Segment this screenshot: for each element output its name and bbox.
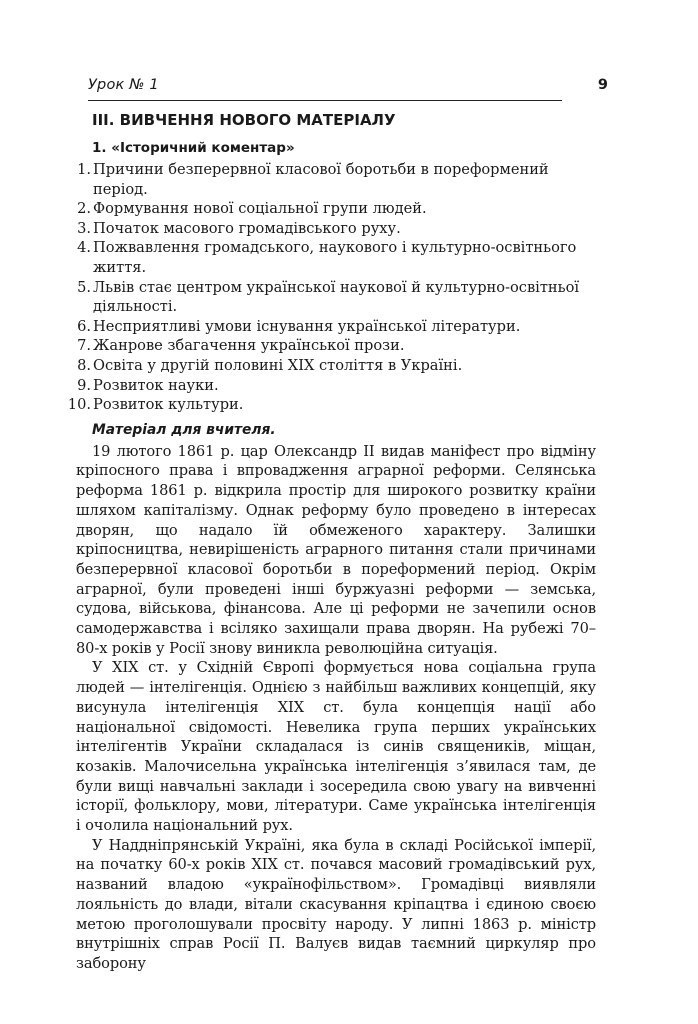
subsection-title: 1. «Історичний коментар»	[92, 140, 295, 156]
header-divider	[88, 100, 562, 101]
section-title: ІІІ. ВИВЧЕННЯ НОВОГО МАТЕРІАЛУ	[92, 111, 396, 129]
list-item: 4. Пожвавлення громадського, наукового і культурно-освітнього життя.	[77, 239, 577, 276]
list-item: 10. Розвиток культури.	[67, 396, 244, 414]
body-paragraph: 19 лютого 1861 р. цар Олександр ІІ видав маніфест про відміну кріпосного права і впровадження аграрної реформи. Селянська реформа 1861 р. відкрила простір для широкого розвитку країни шляхом капіталізму. Однак реформу було проведено в інтересах дворян, що надало їй обмеженого характеру. Залишки кріпосництва, невирішеність аграрного питання стали причинами безперервної класової боротьби в пореформений період. Окрім аграрної, були проведені інші буржуазні реформи — земська, судова, військова, фінансова. Але ці реформи не зачепили основ самодержавства і всіляко захищали права дворян. На рубежі 70–80-х років у Росії знову виникла революційна ситуація.	[76, 442, 596, 657]
page-number: 9	[597, 77, 608, 93]
page-content	[67, 108, 596, 974]
lesson-plan-list	[67, 160, 596, 415]
lesson-label: Урок № 1	[88, 77, 159, 93]
list-item: 2. Формування нової соціальної групи людей.	[77, 200, 427, 218]
list-item: 1. Причини безперервної класової боротьби в пореформений період.	[77, 161, 549, 198]
page-header	[88, 77, 608, 101]
body-paragraph: У Наддніпрянській Україні, яка була в складі Російської імперії, на початку 60-х років XIX ст. почався масовий громадівський рух, названий владою «українофільством». Громадівці виявляли лояльність до влади, вітали скасування кріпацтва і єдиною своєю метою проголошували просвіту народу. У липні 1863 р. міністр внутрішніх справ Росії П. Валуєв видав таємний циркуляр про заборону	[76, 836, 596, 972]
body-paragraph: У XIX ст. у Східній Європі формується нова соціальна група людей — інтелігенція. Однією з найбільш важливих концепцій, яку висунула інтелігенція XIX ст. була концепція нації або національної свідомості. Невелика група перших українських інтелігентів України складалася із синів священиків, міщан, козаків. Малочисельна українська інтелігенція з’явилася там, де були вищі навчальні заклади і зосередила свою увагу на вивченні історії, фольклору, мови, літератури. Саме українська інтелігенція і очолила національний рух.	[76, 659, 596, 835]
list-item: 8. Освіта у другій половині XIX століття в Україні.	[77, 356, 463, 374]
list-item: 3. Початок масового громадівського руху.	[77, 219, 401, 237]
list-item: 6. Несприятливі умови існування української літератури.	[77, 317, 521, 335]
list-item: 7. Жанрове збагачення української прози.	[77, 337, 405, 355]
list-item: 5. Львів стає центром української наукової й культурно-освітньої діяльності.	[77, 278, 580, 316]
list-item: 9. Розвиток науки.	[77, 376, 219, 394]
teacher-material-heading: Матеріал для вчителя.	[92, 421, 276, 438]
